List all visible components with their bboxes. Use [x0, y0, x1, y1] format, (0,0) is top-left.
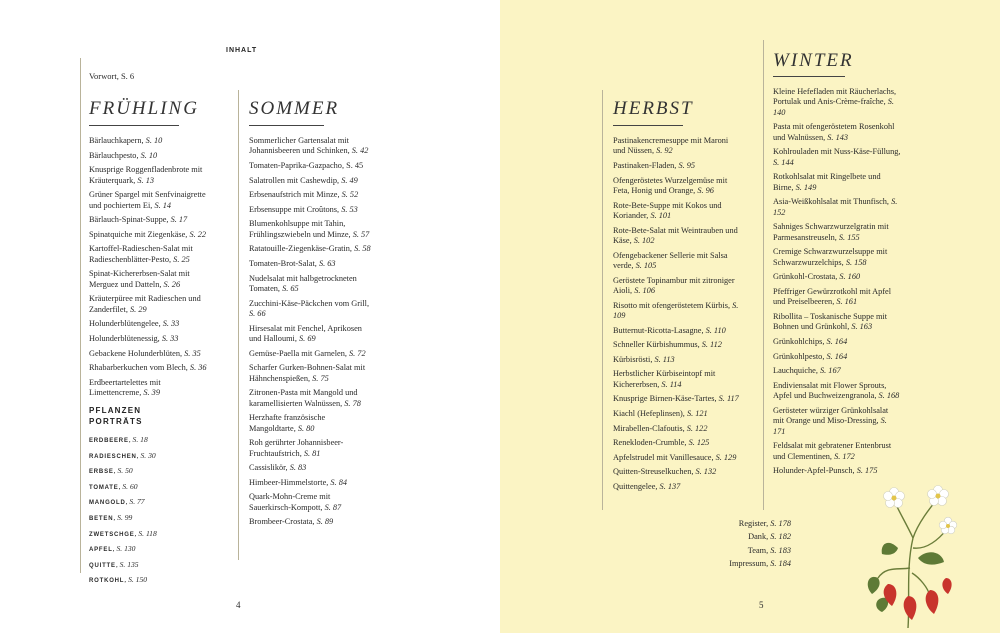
- plant-name: ROTKOHL: [89, 578, 125, 585]
- recipe-entry: [773, 441, 901, 462]
- entry-page: S. 66: [249, 308, 266, 318]
- entry-title: Kartoffel-Radieschen-Salat mit Radieschenblätter-Pesto,: [89, 244, 193, 264]
- entry-page: S. 152: [773, 197, 898, 217]
- entry-page: S. 65: [282, 283, 299, 293]
- recipe-entry: [89, 363, 211, 373]
- recipe-entry: [249, 205, 374, 215]
- entry-title: Team,: [747, 545, 771, 555]
- entry-title: Apfelstrudel mit Vanillesauce,: [613, 452, 716, 462]
- entry-page: S. 17: [170, 215, 188, 225]
- entry-page: S. 184: [770, 559, 791, 569]
- entry-title: Kiachl (Hefeplinsen),: [613, 408, 687, 418]
- season-title-fruehling: FRÜHLING: [89, 98, 199, 119]
- entry-page: S. 52: [341, 190, 359, 200]
- recipe-entry: [89, 190, 211, 211]
- entry-page: S. 105: [635, 261, 657, 270]
- entry-title: Holunder-Apfel-Punsch,: [773, 466, 857, 476]
- season-underline: [89, 125, 179, 126]
- recipe-entry: [249, 324, 374, 345]
- entry-page: S. 87: [324, 502, 342, 512]
- entry-title: Erdbeertartelettes mit Limettencreme,: [89, 377, 161, 398]
- winter-recipe-list: [773, 87, 901, 481]
- entry-title: Bärlauchpesto,: [89, 150, 141, 160]
- recipe-entry: [613, 409, 741, 419]
- entry-title: Rotkohlsalat mit Ringelbete und Birne,: [773, 172, 881, 192]
- entry-title: Bärlauchkapern,: [89, 136, 146, 145]
- column-rule: [763, 40, 764, 510]
- entry-title: Tomaten-Brot-Salat,: [249, 258, 319, 268]
- recipe-entry: [89, 334, 211, 344]
- recipe-entry: [249, 244, 374, 254]
- entry-page: S. 171: [773, 416, 887, 436]
- entry-page: S. 143: [827, 132, 849, 142]
- entry-page: S. 57: [352, 229, 370, 239]
- recipe-entry: [249, 478, 374, 488]
- entry-title: Roh gerührter Johannisbeer-Fruchtaufstrich,: [249, 438, 344, 458]
- entry-page: S. 155: [838, 232, 860, 242]
- plant-name: QUITTE: [89, 562, 116, 569]
- entry-title: Ofengebackener Sellerie mit Salsa verde,: [613, 250, 728, 270]
- appendix-entry: [729, 532, 791, 542]
- separator: ,: [128, 435, 133, 444]
- page-header: INHALT: [226, 47, 258, 54]
- entry-page: S. 132: [695, 467, 717, 477]
- recipe-entry: [249, 219, 374, 240]
- entry-title: Kürbisrösti,: [613, 354, 655, 364]
- recipe-entry: [773, 406, 901, 437]
- entry-page: S. 80: [297, 423, 315, 433]
- entry-title: Gemüse-Paella mit Garnelen,: [249, 348, 349, 358]
- entry-title: Renekloden-Crumble,: [613, 438, 689, 448]
- entry-page: S. 164: [826, 351, 848, 361]
- recipe-entry: [249, 176, 374, 186]
- recipe-entry: [249, 161, 374, 171]
- entry-page: S. 102: [633, 236, 655, 245]
- plant-portrait-entry: [89, 513, 157, 524]
- entry-title: Grünkohlpesto,: [773, 351, 827, 361]
- recipe-entry: [89, 349, 211, 359]
- entry-page: S. 183: [770, 545, 791, 555]
- entry-page: S. 36: [189, 363, 207, 373]
- recipe-entry: [249, 492, 374, 513]
- plant-portrait-entry: [89, 482, 157, 493]
- recipe-entry: [773, 381, 901, 402]
- separator: ,: [112, 544, 117, 554]
- entry-title: Herzhafte französische Mangoldtarte,: [249, 413, 326, 433]
- entry-title: Blumenkohlsuppe mit Tahin, Frühlingszwiebeln und Minze,: [249, 219, 353, 239]
- entry-title: Endiviensalat mit Flower Sprouts, Apfel und Buchweizengranola,: [773, 380, 887, 401]
- strawberry-plant-illustration: [858, 478, 968, 628]
- entry-page: S. 95: [678, 161, 696, 170]
- recipe-entry: [89, 230, 211, 240]
- entry-title: Risotto mit ofengeröstetem Kürbis,: [613, 300, 733, 310]
- recipe-entry: [773, 312, 901, 333]
- recipe-entry: [249, 299, 374, 320]
- entry-page: S. 58: [354, 244, 371, 254]
- plant-name: ZWETSCHGE: [89, 531, 135, 538]
- entry-page: S. 164: [826, 337, 848, 346]
- recipe-entry: [773, 272, 901, 282]
- recipe-entry: [89, 294, 211, 315]
- recipe-entry: [249, 413, 374, 434]
- season-title-winter: WINTER: [773, 50, 854, 71]
- entry-title: Quark-Mohn-Creme mit Sauerkirsch-Kompott,: [249, 492, 331, 512]
- entry-title: Ratatouille-Ziegenkäse-Gratin,: [249, 244, 355, 254]
- entry-page: S. 113: [654, 354, 675, 364]
- recipe-entry: [89, 269, 211, 290]
- recipe-entry: [249, 363, 374, 384]
- plant-name: ERDBEERE: [89, 438, 129, 444]
- entry-title: Quittengelee,: [613, 481, 660, 491]
- plant-portrait-entry: [89, 451, 157, 462]
- entry-page: S. 22: [189, 229, 207, 239]
- entry-page: S. 33: [161, 333, 179, 343]
- entry-title: Geröstete Topinambur mit zitroniger Aioli,: [613, 275, 735, 295]
- column-rule: [238, 90, 239, 560]
- strawberry-flowers: [884, 486, 957, 534]
- entry-page: S. 122: [686, 423, 708, 433]
- entry-title: Bärlauch-Spinat-Suppe,: [89, 215, 171, 225]
- entry-page: S. 125: [688, 438, 710, 448]
- plant-portrait-entry: [89, 544, 157, 555]
- appendix-list: [729, 519, 791, 573]
- season-underline: [773, 76, 845, 77]
- recipe-entry: [613, 355, 741, 365]
- recipe-entry: [773, 197, 901, 218]
- season-underline: [249, 125, 324, 126]
- entry-page: S. 49: [341, 175, 358, 185]
- vorwort-entry: Vorwort, S. 6: [89, 71, 135, 81]
- separator: ,: [136, 450, 141, 460]
- entry-page: S. 106: [634, 286, 655, 295]
- column-rule: [602, 90, 603, 510]
- recipe-entry: [773, 352, 901, 362]
- entry-page: S. 42: [351, 146, 369, 156]
- entry-page: S. 182: [770, 532, 791, 542]
- entry-title: Pastinakencremesuppe mit Maroni und Nüssen,: [613, 136, 729, 156]
- appendix-entry: [729, 559, 791, 569]
- herbst-recipe-list: [613, 136, 741, 497]
- entry-page: S. 121: [686, 408, 708, 418]
- recipe-entry: [773, 466, 901, 476]
- recipe-entry: [613, 326, 741, 336]
- entry-title: Lauchquiche,: [773, 366, 820, 376]
- entry-title: Brombeer-Crostata,: [249, 517, 317, 527]
- entry-page: S. 83: [289, 463, 307, 473]
- entry-page: S. 167: [820, 366, 841, 376]
- plant-name: ERBSE: [89, 469, 114, 476]
- recipe-entry: [613, 453, 741, 463]
- plant-page: S. 150: [128, 575, 148, 585]
- recipe-entry: [773, 87, 901, 118]
- appendix-entry: [729, 519, 791, 529]
- entry-title: Impressum,: [729, 559, 771, 569]
- entry-page: S. 109: [613, 300, 739, 320]
- entry-page: S. 75: [312, 373, 329, 383]
- entry-page: S. 160: [839, 272, 861, 282]
- season-title-herbst: HERBST: [613, 98, 694, 119]
- pflanzen-title-line: PORTRÄTS: [89, 417, 143, 426]
- recipe-entry: [249, 259, 374, 269]
- recipe-entry: [89, 151, 211, 161]
- entry-title: Pfeffriger Gewürzrotkohl mit Apfel und Preiselbeeren,: [773, 287, 892, 307]
- entry-page: S. 89: [316, 517, 334, 527]
- recipe-entry: [613, 467, 741, 477]
- recipe-entry: [249, 463, 374, 473]
- plant-name: RADIESCHEN: [89, 453, 137, 460]
- plant-portrait-entry: [89, 466, 157, 477]
- entry-page: S. 81: [303, 448, 321, 458]
- entry-title: Dank,: [748, 532, 771, 542]
- recipe-entry: [249, 274, 374, 295]
- entry-title: Ofengeröstetes Wurzelgemüse mit Feta, Honig und Orange,: [613, 175, 728, 195]
- plant-page: S. 18: [132, 435, 148, 444]
- entry-title: Rhabarberkuchen vom Blech,: [89, 363, 190, 373]
- entry-title: Holunderblütengelee,: [89, 319, 163, 329]
- entry-page: S. 161: [836, 297, 858, 307]
- entry-title: Erbsenaufstrich mit Minze,: [249, 190, 342, 200]
- entry-title: Rote-Bete-Salat mit Weintrauben und Käse,: [613, 225, 738, 245]
- entry-title: Spinatquiche mit Ziegenkäse,: [89, 229, 190, 239]
- entry-title: Gebackene Holunderblüten,: [89, 348, 185, 358]
- recipe-entry: [613, 276, 741, 297]
- entry-title: Quitten-Streuselkuchen,: [613, 467, 696, 477]
- season-underline: [613, 125, 683, 126]
- entry-page: S. 117: [718, 394, 739, 404]
- entry-title: Zitronen-Pasta mit Mangold und karamellisierten Walnüssen,: [249, 388, 358, 408]
- recipe-entry: [613, 424, 741, 434]
- entry-page: S. 129: [715, 452, 737, 462]
- recipe-entry: [613, 438, 741, 448]
- separator: ,: [134, 528, 139, 538]
- entry-page: S. 29: [130, 304, 147, 314]
- recipe-entry: [613, 369, 741, 390]
- pflanzen-title-line: PFLANZEN: [89, 406, 142, 415]
- separator: ,: [125, 497, 130, 507]
- entry-page: S. 137: [659, 481, 681, 491]
- recipe-entry: [89, 136, 211, 146]
- entry-title: Knusprige Roggenfladenbrote mit Kräuterquark,: [89, 165, 203, 185]
- plant-page: S. 77: [129, 497, 145, 507]
- column-rule: [80, 58, 81, 573]
- entry-page: S. 35: [184, 348, 201, 358]
- entry-page: S. 10: [145, 136, 163, 145]
- entry-page: S. 175: [856, 466, 878, 476]
- entry-title: Sahniges Schwarzwurzelgratin mit Parmesanstreuseln,: [773, 222, 889, 242]
- entry-title: Rote-Bete-Suppe mit Kokos und Koriander,: [613, 200, 722, 220]
- plant-page: S. 30: [140, 450, 156, 460]
- recipe-entry: [89, 244, 211, 265]
- plant-name: MANGOLD: [89, 500, 126, 507]
- recipe-entry: [773, 366, 901, 376]
- entry-title: Zucchini-Käse-Päckchen vom Grill,: [249, 298, 370, 308]
- entry-page: S. 39: [143, 388, 160, 398]
- entry-page: S. 114: [661, 379, 682, 389]
- recipe-entry: [773, 287, 901, 308]
- plant-portrait-entry: [89, 435, 157, 446]
- plant-portrait-entry: [89, 529, 157, 540]
- recipe-entry: [89, 378, 211, 399]
- plant-name: TOMATE: [89, 484, 119, 491]
- recipe-entry: [773, 172, 901, 193]
- entry-page: S. 110: [705, 325, 726, 335]
- entry-page: S. 149: [795, 182, 817, 192]
- page-number-left: 4: [236, 600, 241, 610]
- entry-title: Ribollita – Toskanische Suppe mit Bohnen und Grünkohl,: [773, 312, 888, 332]
- entry-title: Schneller Kürbishummus,: [613, 340, 702, 350]
- plant-portrait-entry: [89, 560, 157, 571]
- entry-title: Kleine Hefefladen mit Räucherlachs, Portulak und Anis-Crème-fraîche,: [773, 87, 897, 107]
- recipe-entry: [613, 251, 741, 272]
- entry-page: S. 63: [318, 258, 336, 268]
- pflanzen-portraets-list: [89, 435, 157, 591]
- season-title-sommer: SOMMER: [249, 98, 340, 119]
- entry-page: S. 96: [697, 186, 714, 195]
- entry-page: S. 53: [341, 204, 358, 214]
- entry-page: S. 172: [834, 451, 855, 461]
- entry-title: Spinat-Kichererbsen-Salat mit Merguez und Datteln,: [89, 269, 190, 289]
- recipe-entry: [613, 161, 741, 171]
- entry-page: S. 10: [140, 150, 158, 160]
- entry-title: Grüner Spargel mit Senfvinaigrette und pochiertem Ei,: [89, 190, 206, 210]
- entry-page: S. 26: [163, 279, 181, 289]
- recipe-entry: [249, 438, 374, 459]
- entry-title: Kräuterpüree mit Radieschen und Zanderfilet,: [89, 294, 201, 314]
- plant-name: APFEL: [89, 547, 113, 554]
- entry-title: Pastinaken-Fladen,: [613, 161, 679, 170]
- entry-title: Salatrollen mit Cashewdip,: [249, 175, 342, 185]
- appendix-entry: [729, 546, 791, 556]
- recipe-entry: [613, 482, 741, 492]
- entry-title: Cremige Schwarzwurzelsuppe mit Schwarzwurzelchips,: [773, 247, 888, 267]
- entry-title: Butternut-Ricotta-Lasagne,: [613, 325, 706, 335]
- entry-title: Pasta mit ofengeröstetem Rosenkohl und Walnüssen,: [773, 122, 895, 142]
- separator: ,: [113, 512, 118, 522]
- entry-page: S. 163: [851, 322, 873, 332]
- separator: ,: [118, 481, 123, 491]
- separator: ,: [113, 466, 118, 476]
- separator: ,: [124, 575, 129, 585]
- entry-title: Tomaten-Paprika-Gazpacho, S. 45: [249, 161, 364, 170]
- entry-page: S. 168: [878, 391, 900, 401]
- entry-title: Sommerlicher Gartensalat mit Johannisbeeren und Schinken,: [249, 136, 352, 156]
- strawberry-fruits: [884, 578, 952, 620]
- recipe-entry: [249, 349, 374, 359]
- recipe-entry: [613, 301, 741, 322]
- recipe-entry: [613, 226, 741, 247]
- recipe-entry: [613, 394, 741, 404]
- entry-title: Himbeer-Himmelstorte,: [249, 477, 331, 487]
- entry-title: Gerösteter würziger Grünkohlsalat mit Orange und Miso-Dressing,: [773, 405, 889, 426]
- entry-title: Erbsensuppe mit Croûtons,: [249, 204, 342, 214]
- recipe-entry: [773, 337, 901, 347]
- plant-page: S. 135: [119, 559, 139, 569]
- recipe-entry: [89, 319, 211, 329]
- recipe-entry: [613, 176, 741, 197]
- page-number-right: 5: [759, 600, 764, 610]
- entry-title: Kohlrouladen mit Nuss-Käse-Füllung,: [773, 147, 901, 157]
- entry-page: S. 101: [650, 211, 672, 220]
- entry-title: Register,: [738, 519, 771, 528]
- entry-page: S. 112: [701, 340, 722, 350]
- recipe-entry: [613, 201, 741, 222]
- plant-portrait-entry: [89, 575, 157, 586]
- entry-page: S. 14: [154, 200, 172, 210]
- recipe-entry: [613, 340, 741, 350]
- entry-title: Knusprige Birnen-Käse-Tartes,: [613, 394, 719, 404]
- plant-page: S. 118: [138, 528, 157, 538]
- recipe-entry: [773, 122, 901, 143]
- entry-page: S. 144: [773, 157, 794, 167]
- recipe-entry: [773, 222, 901, 243]
- recipe-entry: [613, 136, 741, 157]
- entry-page: S. 72: [349, 348, 366, 358]
- entry-page: S. 158: [845, 257, 867, 267]
- recipe-entry: [89, 165, 211, 186]
- recipe-entry: [89, 215, 211, 225]
- entry-title: Hirsesalat mit Fenchel, Aprikosen und Halloumi,: [249, 323, 362, 343]
- recipe-entry: [249, 190, 374, 200]
- entry-title: Grünkohlchips,: [773, 337, 827, 346]
- plant-page: S. 130: [116, 544, 136, 554]
- pflanzen-portraets-title: [89, 405, 143, 427]
- entry-title: Scharfer Gurken-Bohnen-Salat mit Hähnchenspießen,: [249, 363, 366, 383]
- entry-page: S. 33: [162, 319, 180, 329]
- entry-title: Nudelsalat mit halbgetrockneten Tomaten,: [249, 273, 357, 293]
- sommer-recipe-list: [249, 136, 374, 532]
- entry-page: S. 92: [656, 146, 673, 156]
- entry-page: S. 84: [330, 477, 347, 487]
- plant-page: S. 99: [117, 512, 133, 522]
- recipe-entry: [249, 517, 374, 527]
- entry-page: S. 25: [173, 254, 190, 264]
- entry-title: Herbstlicher Kürbiseintopf mit Kichererbsen,: [613, 369, 716, 389]
- entry-page: S. 178: [770, 519, 791, 528]
- recipe-entry: [249, 388, 374, 409]
- entry-title: Feldsalat mit gebratener Entenbrust und Clementinen,: [773, 441, 892, 461]
- recipe-entry: [773, 247, 901, 268]
- entry-title: Holunderblütenessig,: [89, 333, 162, 343]
- entry-page: S. 78: [344, 398, 361, 408]
- recipe-entry: [249, 136, 374, 157]
- entry-page: S. 13: [137, 175, 154, 185]
- entry-page: S. 140: [773, 97, 894, 117]
- entry-page: S. 69: [299, 333, 316, 343]
- recipe-entry: [773, 147, 901, 168]
- entry-title: Mirabellen-Clafoutis,: [613, 423, 687, 433]
- plant-page: S. 50: [117, 466, 133, 476]
- plant-portrait-entry: [89, 497, 157, 508]
- plant-page: S. 60: [122, 481, 138, 491]
- fruehling-recipe-list: [89, 136, 211, 403]
- separator: ,: [115, 559, 120, 569]
- entry-title: Cassislikör,: [249, 463, 290, 473]
- plant-name: BETEN: [89, 515, 114, 522]
- entry-title: Grünkohl-Crostata,: [773, 272, 840, 282]
- entry-title: Asia-Weißkohlsalat mit Thunfisch,: [773, 197, 892, 207]
